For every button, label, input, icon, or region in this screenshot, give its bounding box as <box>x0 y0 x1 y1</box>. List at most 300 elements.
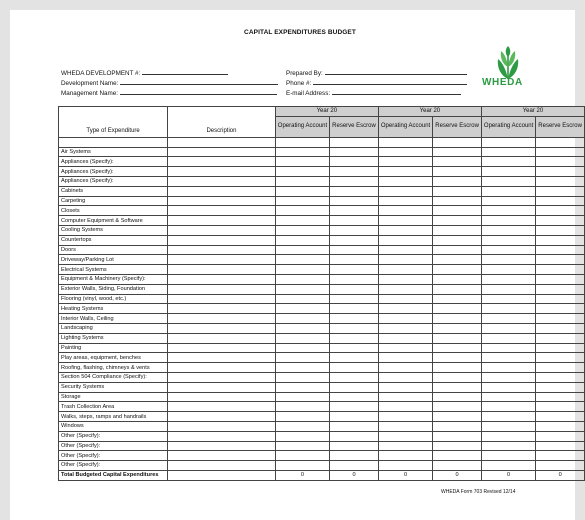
amount-cell[interactable] <box>330 402 379 412</box>
expenditure-type-cell: Carpeting <box>59 196 168 206</box>
amount-cell[interactable] <box>275 392 329 402</box>
amount-cell[interactable] <box>481 235 535 245</box>
table-row <box>59 421 585 431</box>
amount-cell[interactable] <box>378 363 432 373</box>
amount-cell[interactable] <box>481 265 535 275</box>
table-row <box>59 265 585 275</box>
amount-cell[interactable] <box>536 216 585 226</box>
amount-cell[interactable] <box>330 284 379 294</box>
expenditure-type-cell: Roofing, flashing, chimneys & vents <box>59 363 168 373</box>
expenditure-type-cell: Play areas, equipment, benches <box>59 353 168 363</box>
amount-cell[interactable] <box>536 363 585 373</box>
amount-cell[interactable] <box>481 372 535 382</box>
amount-cell[interactable] <box>536 461 585 471</box>
amount-cell[interactable] <box>481 176 535 186</box>
amount-cell[interactable] <box>481 294 535 304</box>
amount-cell[interactable] <box>275 225 329 235</box>
prepared-by-line[interactable] <box>325 68 467 75</box>
amount-cell[interactable] <box>378 235 432 245</box>
amount-cell[interactable] <box>378 382 432 392</box>
amount-cell[interactable] <box>378 216 432 226</box>
phone-field[interactable] <box>286 78 467 87</box>
amount-cell[interactable] <box>433 402 482 412</box>
amount-cell[interactable] <box>330 333 379 343</box>
amount-cell[interactable] <box>481 147 535 157</box>
budget-table <box>58 106 585 481</box>
description-cell[interactable] <box>168 186 276 196</box>
amount-cell[interactable] <box>378 294 432 304</box>
amount-cell[interactable] <box>275 343 329 353</box>
amount-cell[interactable] <box>330 274 379 284</box>
amount-cell[interactable] <box>433 294 482 304</box>
description-cell[interactable] <box>168 255 276 265</box>
amount-cell[interactable] <box>330 235 379 245</box>
amount-cell[interactable] <box>275 147 329 157</box>
amount-cell[interactable] <box>536 372 585 382</box>
phone-label: Phone #: <box>286 80 312 87</box>
amount-cell[interactable] <box>536 333 585 343</box>
expenditure-type-cell: Appliances (Specify): <box>59 176 168 186</box>
table-row <box>59 255 585 265</box>
description-cell[interactable] <box>168 363 276 373</box>
amount-cell[interactable] <box>275 431 329 441</box>
amount-cell[interactable] <box>275 196 329 206</box>
header-year-2: Year 20 <box>378 107 481 117</box>
amount-cell[interactable] <box>481 216 535 226</box>
amount-cell[interactable] <box>378 206 432 216</box>
amount-cell[interactable] <box>275 216 329 226</box>
management-name-line[interactable] <box>120 88 277 95</box>
amount-cell[interactable] <box>481 353 535 363</box>
description-cell[interactable] <box>168 431 276 441</box>
amount-cell[interactable] <box>536 343 585 353</box>
expenditure-type-cell: Other (Specify): <box>59 431 168 441</box>
header-description: Description <box>168 107 276 138</box>
description-cell[interactable] <box>168 235 276 245</box>
amount-cell[interactable] <box>378 412 432 422</box>
expenditure-type-cell: Flooring (vinyl, wood, etc.) <box>59 294 168 304</box>
amount-cell[interactable] <box>275 255 329 265</box>
header-reserve-escrow: Reserve Escrow <box>433 116 482 137</box>
amount-cell[interactable] <box>275 382 329 392</box>
amount-cell[interactable] <box>433 363 482 373</box>
amount-cell[interactable] <box>481 333 535 343</box>
amount-cell[interactable] <box>481 323 535 333</box>
amount-cell[interactable] <box>275 235 329 245</box>
amount-cell[interactable] <box>330 314 379 324</box>
description-cell[interactable] <box>168 245 276 255</box>
amount-cell[interactable] <box>481 441 535 451</box>
amount-cell[interactable] <box>275 441 329 451</box>
amount-cell[interactable] <box>481 343 535 353</box>
amount-cell[interactable] <box>481 363 535 373</box>
amount-cell[interactable] <box>330 451 379 461</box>
amount-cell[interactable] <box>378 421 432 431</box>
amount-cell[interactable] <box>275 176 329 186</box>
amount-cell[interactable] <box>275 284 329 294</box>
management-name-field[interactable] <box>61 88 277 97</box>
amount-cell[interactable] <box>275 167 329 177</box>
wheda-development-field[interactable] <box>61 68 228 77</box>
amount-cell[interactable] <box>378 353 432 363</box>
description-cell[interactable] <box>168 167 276 177</box>
table-row <box>59 176 585 186</box>
expenditure-type-cell: Equipment & Machinery (Specify): <box>59 274 168 284</box>
amount-cell[interactable] <box>378 274 432 284</box>
amount-cell[interactable] <box>275 451 329 461</box>
amount-cell[interactable] <box>378 284 432 294</box>
expenditure-type-cell: Interior Walls, Ceiling <box>59 314 168 324</box>
development-name-label: Development Name: <box>61 80 119 87</box>
amount-cell[interactable] <box>330 353 379 363</box>
amount-cell[interactable] <box>433 412 482 422</box>
amount-cell[interactable] <box>481 284 535 294</box>
amount-cell[interactable] <box>481 412 535 422</box>
header-reserve-escrow: Reserve Escrow <box>536 116 585 137</box>
amount-cell[interactable] <box>433 392 482 402</box>
amount-cell[interactable] <box>481 274 535 284</box>
description-cell[interactable] <box>168 157 276 167</box>
expenditure-type-cell: Countertops <box>59 235 168 245</box>
amount-cell[interactable] <box>433 225 482 235</box>
amount-cell[interactable] <box>433 314 482 324</box>
expenditure-type-cell: Appliances (Specify): <box>59 167 168 177</box>
amount-cell[interactable] <box>433 441 482 451</box>
description-cell[interactable] <box>168 333 276 343</box>
amount-cell[interactable] <box>433 431 482 441</box>
table-row <box>59 451 585 461</box>
total-value: 0 <box>536 470 585 480</box>
development-name-line[interactable] <box>120 78 278 85</box>
description-cell[interactable] <box>168 216 276 226</box>
amount-cell[interactable] <box>433 323 482 333</box>
table-row <box>59 186 585 196</box>
total-value: 0 <box>275 470 329 480</box>
amount-cell[interactable] <box>275 314 329 324</box>
description-cell[interactable] <box>168 392 276 402</box>
description-cell[interactable] <box>168 382 276 392</box>
amount-cell[interactable] <box>378 167 432 177</box>
amount-cell[interactable] <box>275 363 329 373</box>
amount-cell[interactable] <box>433 206 482 216</box>
amount-cell[interactable] <box>330 157 379 167</box>
amount-cell[interactable] <box>536 392 585 402</box>
expenditure-type-cell: Walks, steps, ramps and handrails <box>59 412 168 422</box>
amount-cell[interactable] <box>536 196 585 206</box>
amount-cell[interactable] <box>481 167 535 177</box>
amount-cell[interactable] <box>275 412 329 422</box>
amount-cell[interactable] <box>433 216 482 226</box>
expenditure-type-cell: Storage <box>59 392 168 402</box>
header-reserve-escrow: Reserve Escrow <box>330 116 379 137</box>
description-cell[interactable] <box>168 176 276 186</box>
table-row <box>59 245 585 255</box>
email-field[interactable] <box>286 88 461 97</box>
amount-cell[interactable] <box>536 206 585 216</box>
wheda-development-label: WHEDA DEVELOPMENT #: <box>61 70 141 77</box>
amount-cell[interactable] <box>481 421 535 431</box>
amount-cell[interactable] <box>536 412 585 422</box>
amount-cell[interactable] <box>275 323 329 333</box>
amount-cell[interactable] <box>433 382 482 392</box>
amount-cell[interactable] <box>481 382 535 392</box>
amount-cell[interactable] <box>536 421 585 431</box>
table-row <box>59 431 585 441</box>
expenditure-type-cell: Lighting Systems <box>59 333 168 343</box>
amount-cell[interactable] <box>275 461 329 471</box>
description-cell[interactable] <box>168 314 276 324</box>
amount-cell[interactable] <box>330 363 379 373</box>
amount-cell[interactable] <box>330 412 379 422</box>
amount-cell[interactable] <box>330 431 379 441</box>
amount-cell[interactable] <box>330 392 379 402</box>
amount-cell[interactable] <box>330 255 379 265</box>
amount-cell[interactable] <box>330 343 379 353</box>
amount-cell[interactable] <box>378 314 432 324</box>
amount-cell[interactable] <box>275 294 329 304</box>
amount-cell[interactable] <box>378 196 432 206</box>
development-name-field[interactable] <box>61 78 278 87</box>
amount-cell[interactable] <box>330 421 379 431</box>
amount-cell[interactable] <box>481 314 535 324</box>
amount-cell[interactable] <box>433 421 482 431</box>
amount-cell[interactable] <box>330 147 379 157</box>
amount-cell[interactable] <box>536 451 585 461</box>
amount-cell[interactable] <box>536 441 585 451</box>
amount-cell[interactable] <box>378 265 432 275</box>
amount-cell[interactable] <box>536 314 585 324</box>
description-cell[interactable] <box>168 265 276 275</box>
amount-cell[interactable] <box>433 157 482 167</box>
total-value: 0 <box>481 470 535 480</box>
amount-cell[interactable] <box>275 372 329 382</box>
amount-cell[interactable] <box>330 304 379 314</box>
expenditure-type-cell: Security Systems <box>59 382 168 392</box>
amount-cell[interactable] <box>536 284 585 294</box>
amount-cell[interactable] <box>378 431 432 441</box>
amount-cell[interactable] <box>378 186 432 196</box>
amount-cell[interactable] <box>330 294 379 304</box>
amount-cell[interactable] <box>481 225 535 235</box>
description-cell[interactable] <box>168 441 276 451</box>
header-operating-account: Operating Account <box>378 116 432 137</box>
amount-cell[interactable] <box>433 372 482 382</box>
amount-cell[interactable] <box>433 451 482 461</box>
table-row <box>59 343 585 353</box>
amount-cell[interactable] <box>481 186 535 196</box>
amount-cell[interactable] <box>378 333 432 343</box>
amount-cell[interactable] <box>275 421 329 431</box>
amount-cell[interactable] <box>275 265 329 275</box>
amount-cell[interactable] <box>536 176 585 186</box>
amount-cell[interactable] <box>536 274 585 284</box>
amount-cell[interactable] <box>378 392 432 402</box>
amount-cell[interactable] <box>433 245 482 255</box>
description-cell[interactable] <box>168 461 276 471</box>
amount-cell[interactable] <box>481 196 535 206</box>
description-cell[interactable] <box>168 147 276 157</box>
email-line[interactable] <box>332 88 461 95</box>
amount-cell[interactable] <box>433 147 482 157</box>
amount-cell[interactable] <box>433 196 482 206</box>
amount-cell[interactable] <box>378 402 432 412</box>
amount-cell[interactable] <box>481 157 535 167</box>
amount-cell[interactable] <box>378 255 432 265</box>
expenditure-type-cell: Heating Systems <box>59 304 168 314</box>
description-cell[interactable] <box>168 451 276 461</box>
amount-cell[interactable] <box>536 147 585 157</box>
amount-cell[interactable] <box>536 353 585 363</box>
prepared-by-label: Prepared By: <box>286 70 323 77</box>
amount-cell[interactable] <box>378 176 432 186</box>
amount-cell[interactable] <box>330 245 379 255</box>
table-row <box>59 196 585 206</box>
amount-cell[interactable] <box>330 265 379 275</box>
description-cell[interactable] <box>168 372 276 382</box>
header-year-1: Year 20 <box>275 107 378 117</box>
expenditure-type-cell: Painting <box>59 343 168 353</box>
amount-cell[interactable] <box>275 206 329 216</box>
table-row <box>59 392 585 402</box>
amount-cell[interactable] <box>330 323 379 333</box>
amount-cell[interactable] <box>433 176 482 186</box>
amount-cell[interactable] <box>536 186 585 196</box>
amount-cell[interactable] <box>481 402 535 412</box>
amount-cell[interactable] <box>536 225 585 235</box>
amount-cell[interactable] <box>536 235 585 245</box>
total-value: 0 <box>330 470 379 480</box>
amount-cell[interactable] <box>378 451 432 461</box>
amount-cell[interactable] <box>536 402 585 412</box>
table-row <box>59 274 585 284</box>
amount-cell[interactable] <box>536 255 585 265</box>
amount-cell[interactable] <box>433 265 482 275</box>
amount-cell[interactable] <box>378 245 432 255</box>
description-cell[interactable] <box>168 274 276 284</box>
description-cell[interactable] <box>168 196 276 206</box>
amount-cell[interactable] <box>433 186 482 196</box>
amount-cell[interactable] <box>330 167 379 177</box>
description-cell[interactable] <box>168 353 276 363</box>
amount-cell[interactable] <box>433 235 482 245</box>
amount-cell[interactable] <box>275 402 329 412</box>
total-value: 0 <box>433 470 482 480</box>
amount-cell[interactable] <box>433 284 482 294</box>
description-cell[interactable] <box>168 421 276 431</box>
amount-cell[interactable] <box>330 372 379 382</box>
amount-cell[interactable] <box>433 353 482 363</box>
table-row <box>59 167 585 177</box>
amount-cell[interactable] <box>433 274 482 284</box>
amount-cell[interactable] <box>275 353 329 363</box>
amount-cell[interactable] <box>330 176 379 186</box>
amount-cell[interactable] <box>536 382 585 392</box>
description-cell[interactable] <box>168 294 276 304</box>
amount-cell[interactable] <box>275 304 329 314</box>
amount-cell[interactable] <box>536 245 585 255</box>
amount-cell[interactable] <box>330 186 379 196</box>
amount-cell[interactable] <box>378 304 432 314</box>
amount-cell[interactable] <box>481 304 535 314</box>
table-row <box>59 216 585 226</box>
wheda-logo-text: WHEDA <box>482 77 523 88</box>
amount-cell[interactable] <box>378 225 432 235</box>
prepared-by-field[interactable] <box>286 68 467 77</box>
description-cell[interactable] <box>168 412 276 422</box>
table-row <box>59 294 585 304</box>
phone-line[interactable] <box>313 78 467 85</box>
description-cell[interactable] <box>168 343 276 353</box>
table-row <box>59 382 585 392</box>
amount-cell[interactable] <box>378 461 432 471</box>
amount-cell[interactable] <box>378 343 432 353</box>
amount-cell[interactable] <box>275 186 329 196</box>
amount-cell[interactable] <box>433 304 482 314</box>
amount-cell[interactable] <box>378 147 432 157</box>
description-cell[interactable] <box>168 304 276 314</box>
expenditure-type-cell: Other (Specify): <box>59 451 168 461</box>
amount-cell[interactable] <box>378 323 432 333</box>
amount-cell[interactable] <box>481 255 535 265</box>
spacer-row <box>59 137 585 147</box>
table-row <box>59 157 585 167</box>
expenditure-type-cell: Trash Collection Area <box>59 402 168 412</box>
amount-cell[interactable] <box>481 451 535 461</box>
amount-cell[interactable] <box>481 431 535 441</box>
amount-cell[interactable] <box>433 255 482 265</box>
description-cell[interactable] <box>168 402 276 412</box>
amount-cell[interactable] <box>330 216 379 226</box>
amount-cell[interactable] <box>536 157 585 167</box>
amount-cell[interactable] <box>378 441 432 451</box>
amount-cell[interactable] <box>330 206 379 216</box>
amount-cell[interactable] <box>330 441 379 451</box>
amount-cell[interactable] <box>536 265 585 275</box>
header-operating-account: Operating Account <box>481 116 535 137</box>
amount-cell[interactable] <box>536 167 585 177</box>
amount-cell[interactable] <box>330 461 379 471</box>
amount-cell[interactable] <box>536 304 585 314</box>
table-row <box>59 402 585 412</box>
wheda-development-line[interactable] <box>142 68 228 75</box>
amount-cell[interactable] <box>275 333 329 343</box>
table-row <box>59 363 585 373</box>
amount-cell[interactable] <box>330 382 379 392</box>
amount-cell[interactable] <box>433 343 482 353</box>
description-cell[interactable] <box>168 323 276 333</box>
amount-cell[interactable] <box>481 245 535 255</box>
amount-cell[interactable] <box>433 333 482 343</box>
amount-cell[interactable] <box>275 245 329 255</box>
amount-cell[interactable] <box>536 431 585 441</box>
amount-cell[interactable] <box>481 206 535 216</box>
description-cell[interactable] <box>168 206 276 216</box>
amount-cell[interactable] <box>378 372 432 382</box>
amount-cell[interactable] <box>378 157 432 167</box>
amount-cell[interactable] <box>433 461 482 471</box>
amount-cell[interactable] <box>481 392 535 402</box>
description-cell[interactable] <box>168 284 276 294</box>
amount-cell[interactable] <box>536 323 585 333</box>
amount-cell[interactable] <box>330 196 379 206</box>
amount-cell[interactable] <box>433 167 482 177</box>
amount-cell[interactable] <box>536 294 585 304</box>
amount-cell[interactable] <box>330 225 379 235</box>
amount-cell[interactable] <box>481 461 535 471</box>
amount-cell[interactable] <box>275 157 329 167</box>
description-cell[interactable] <box>168 225 276 235</box>
amount-cell[interactable] <box>275 274 329 284</box>
